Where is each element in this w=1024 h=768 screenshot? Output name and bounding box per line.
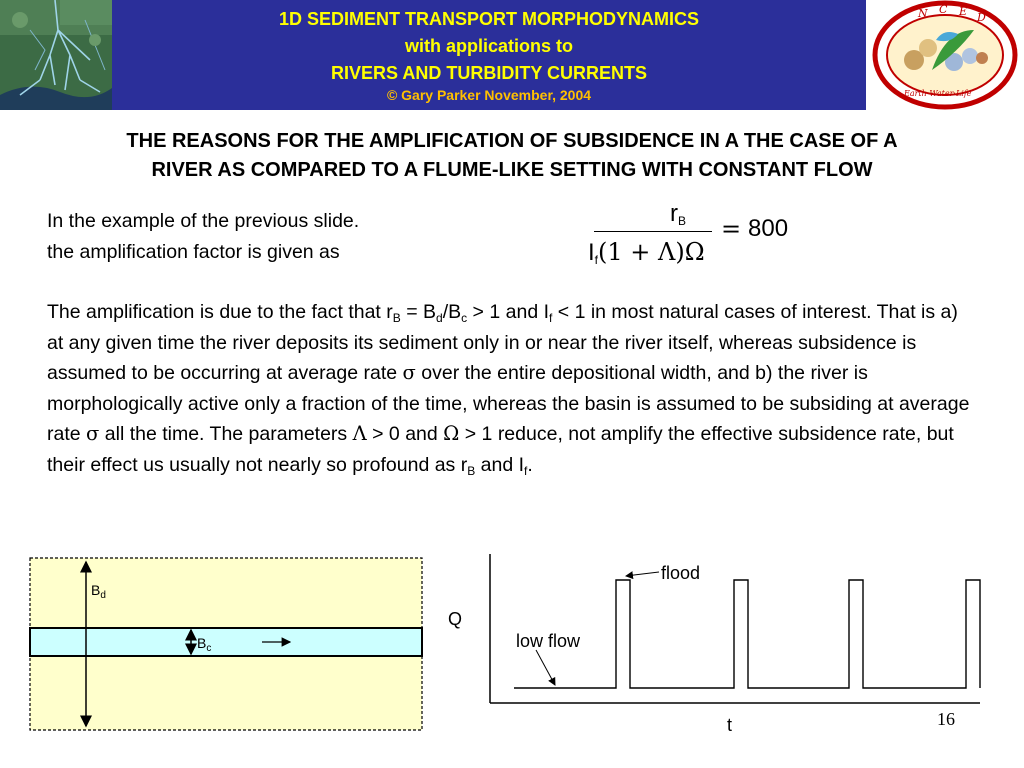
para-text-2: = B [400,301,437,323]
bc-label: $B_c$ [197,635,212,654]
flood-label: flood [661,563,701,583]
para-text-7: all the time. The parameters [99,423,353,445]
bd-label: $B_d$ [91,582,106,601]
para-text-9: > 1 reduce, not amplify the effective subsidence rate, but their effect us usually not nearly so profound as r [47,423,954,476]
amplification-formula [588,198,808,278]
banner-line-3: RIVERS AND TURBIDITY CURRENTS [330,63,648,83]
flood-pointer [626,572,659,576]
lambda-symbol: Λ [352,422,367,445]
banner-line-1: 1D SEDIMENT TRANSPORT MORPHODYNAMICS [278,9,700,29]
para-sub-4: f [549,311,553,325]
intro-line-1: In the example of the previous slide. [47,210,360,232]
discharge-hydrograph [440,540,1020,765]
course-banner [112,0,866,110]
para-sub-5: B [467,463,476,478]
formula-denominator [588,238,705,267]
low-flow-label: low flow [516,631,581,651]
para-sub-3: c [461,311,468,325]
para-sub-6: f [524,463,528,478]
formula-den-rest: (1 + Λ)Ω [598,238,705,266]
banner-copyright: © Gary Parker November, 2004 [386,87,592,103]
para-text-1: The amplification is due to the fact that r [47,301,393,323]
para-text-8: > 0 and [366,423,444,445]
formula-den-sub: f [594,253,599,267]
low-flow-pointer [536,650,555,685]
svg-text:D: D [977,11,986,24]
formula-fraction-bar [594,231,712,232]
formula-den-var: I [588,239,595,266]
banner-line-2: with applications to [404,36,573,56]
omega-symbol: Ω [443,422,460,445]
nced-logo-graphic [866,0,1024,110]
para-sub-2: d [436,311,443,325]
para-text-3: /B [442,301,462,323]
page-number: 16 [937,709,955,729]
para-text-10: and I [475,453,525,476]
t-axis-label: t [727,715,733,735]
sigma-symbol: σ [402,361,416,384]
para-text-6: over the entire depositional width, and b) the river is morphologically active only a fraction of the time, whereas the basin is assumed to be subsiding at average rate [47,362,970,445]
intro-line-2: the amplification factor is given as [47,240,340,263]
explanation-paragraph [47,297,977,480]
sigma-symbol-2: σ [86,422,100,445]
svg-text:Earth·Water·Life: Earth·Water·Life [904,89,972,98]
hydrograph-line [514,580,980,688]
basin-channel-diagram [0,540,450,750]
para-text-5: < 1 in most natural cases of interest. That is a) at any given time the river deposits its sediment only in or near the river itself, whereas subsidence is assumed to be occurring at average rate [47,301,958,384]
river-channel [30,628,422,656]
svg-text:E: E [959,5,968,18]
formula-num-sub: B [677,214,686,228]
para-text-11: . [527,453,533,476]
nced-logo [866,0,1024,110]
delta-image-graphic [0,0,112,110]
para-text-4: > 1 and I [467,301,549,323]
intro-text [47,206,517,267]
q-axis-label: Q [448,609,463,629]
para-sub-1: B [392,311,401,325]
svg-text:C: C [939,3,948,16]
formula-value: 800 [748,215,789,242]
delta-satellite-image [0,0,112,110]
formula-equals: = [721,215,742,243]
formula-num-var: r [669,200,678,227]
svg-text:N: N [918,7,928,20]
slide-title-line-1: THE REASONS FOR THE AMPLIFICATION OF SUBSIDENCE IN A THE CASE OF A [126,130,898,152]
formula-numerator [638,200,718,228]
slide-title [0,127,1024,185]
slide-title-line-2: RIVER AS COMPARED TO A FLUME-LIKE SETTING WITH CONSTANT FLOW [151,159,873,181]
